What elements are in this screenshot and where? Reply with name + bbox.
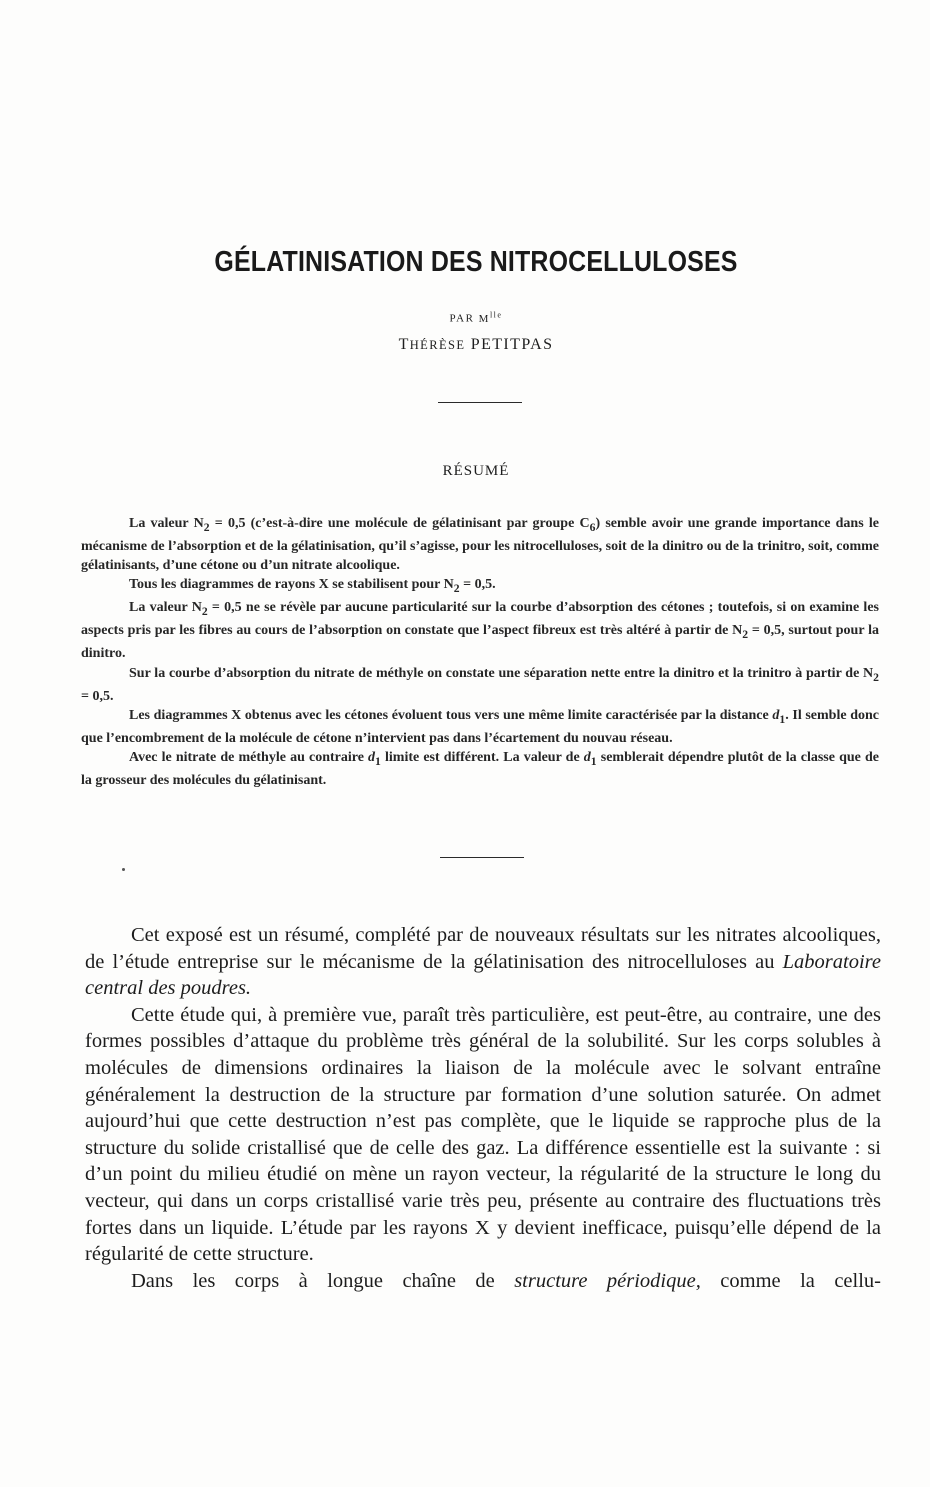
abstract-block (81, 514, 879, 790)
byline (0, 310, 930, 325)
abstract-heading: RÉSUMÉ (442, 463, 510, 479)
abstract-paragraph: La valeur $N_2 = 0,5$ ne se révèle par aucune particularité sur la courbe d’absorption des cétones ; toutefois, si on examine les aspects pris par les fibres au cours de l’absorption on constate que l’aspect fibreux est très altéré à partir de $N_2 = 0,5$, surtout pour la dinitro. (81, 600, 879, 662)
byline-honorific: $M^{lle}$ (478, 310, 503, 325)
abstract-paragraph: Avec le nitrate de méthyle au contraire $d_1$ limite est différent. La valeur de $d_1$ semblerait dépendre plutôt de la classe que de la grosseur des molécules du gélatinisant. (81, 750, 880, 789)
body-paragraph: Cet exposé est un résumé, complété par de nouveaux résultats sur les nitrates alcooliques, de l’étude entreprise sur le mécanisme de la gélatinisation des nitrocelluloses au Laboratoire central des poudres. (85, 924, 881, 1000)
body-paragraph: Cette étude qui, à première vue, paraît très particulière, est peut-être, au contraire, une des formes possibles d’attaque du problème très général de la solubilité. Sur les corps solubles à molécules de dimensions ordinaires la liaison de la molécule avec le solvant entraîne généralement la destruction de la structure par formation d’une solution saturée. On admet aujourd’hui que cette destruction n’est pas complète, que le liquide se rapproche plus de la structure du solide cristallisé que de celle des gaz. La différence essentielle est la suivante : si d’un point du milieu étudié on mène un rayon vecteur, la régularité de la structure le long du vecteur, qui dans un corps cristallisé varie très peu, présente au contraire des fluctuations très fortes dans un liquide. L’étude par les rayons X y devient inefficace, puisqu’elle dépend de la régularité de cette structure. (85, 1003, 881, 1266)
lab-name: Laboratoire central des poudres. (85, 950, 881, 1000)
author-name (0, 336, 930, 354)
separator-rule (440, 857, 524, 858)
abstract-paragraph: Sur la courbe d’absorption du nitrate de méthyle on constate une séparation nette entre la dinitro et la trinitro à partir de $N_2 = 0,5$. (81, 665, 879, 704)
abstract-paragraph: La valeur $N_2 = 0,5$ (c’est-à-dire une molécule de gélatinisant par groupe $C_6$) semble avoir une grande importance dans le mécanisme de l’absorption et de la gélatinisation, qu’il s’agisse, pour les nitrocelluloses, soit de la dinitro ou de la trinitro, soit, comme gélatinisants, d’une cétone ou d’un nitrate alcoolique. (81, 516, 879, 574)
print-speck (122, 868, 125, 871)
byline-par: PAR (449, 312, 475, 325)
separator-rule (438, 402, 522, 403)
author-last-name: PETITPAS (470, 336, 554, 353)
body-paragraph: Dans les corps à longue chaîne de structure périodique, comme la cellu- (131, 1269, 881, 1292)
article-title: GÉLATINISATION DES NITROCELLULOSES (214, 246, 738, 278)
author-first-rest: HÉRÈSE (409, 338, 466, 352)
body-text (85, 922, 881, 1294)
abstract-paragraph: Les diagrammes X obtenus avec les cétones évoluent tous vers une même limite caractérisée par la distance $d_1$. Il semble donc que l’encombrement de la molécule de cétone n’intervient pas dans l’écartement du nouvau réseau. (81, 707, 879, 746)
abstract-paragraph: Tous les diagrammes de rayons X se stabilisent pour $N_2 = 0,5$. (129, 577, 496, 596)
author-first-initial: T (398, 336, 410, 353)
